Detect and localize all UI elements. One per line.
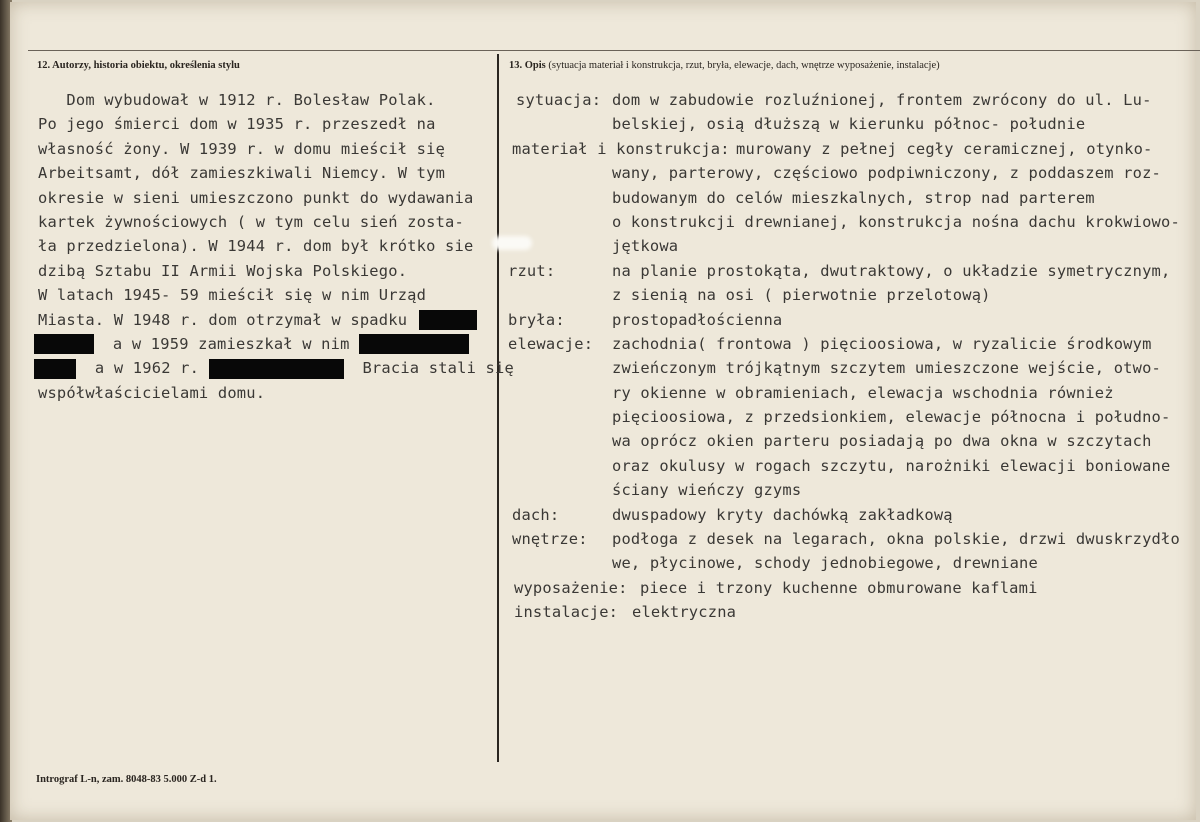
field-bryla	[508, 308, 1198, 332]
section-title: Opis	[524, 60, 546, 71]
field-label: rzut:	[508, 261, 556, 280]
field-material	[508, 137, 1198, 161]
field-label: wnętrze:	[512, 530, 588, 549]
top-rule	[28, 50, 1200, 51]
field-value: budowanym do celów mieszkalnych, strop nad parterem	[612, 188, 1095, 207]
description-text	[508, 88, 1198, 625]
field-label: elewacje:	[508, 334, 594, 353]
field-value: ściany wieńczy gzyms	[612, 481, 802, 500]
text-line	[508, 454, 1198, 478]
redaction-bar	[34, 334, 94, 354]
text-line	[508, 356, 1198, 380]
field-label: dach:	[512, 505, 560, 524]
redaction-bar	[209, 359, 344, 379]
field-value: jętkowa	[612, 237, 679, 256]
text-fragment: Miasta. W 1948 r. dom otrzymał w spadku	[38, 310, 408, 329]
section-13-header	[509, 60, 940, 71]
section-12-header	[37, 60, 240, 71]
field-dach	[508, 503, 1198, 527]
field-value: belskiej, osią dłuższą w kierunku północ- południe	[612, 115, 1086, 134]
text-line	[508, 210, 1198, 234]
text-line	[508, 234, 1198, 258]
section-subtitle: (sytuacja materiał i konstrukcja, rzut, bryła, elewacje, dach, wnętrze wyposażenie, instalacje)	[548, 60, 940, 71]
field-instalacje	[508, 600, 1198, 624]
field-value: piece i trzony kuchenne obmurowane kaflami	[640, 578, 1038, 597]
field-label: bryła:	[508, 310, 565, 329]
field-value: podłoga z desek na legarach, okna polskie, drzwi dwuskrzydło	[612, 530, 1180, 549]
text-line	[38, 308, 498, 332]
field-value: oraz okulusy w rogach szczytu, narożniki elewacji boniowane	[612, 456, 1171, 475]
redaction-bar	[419, 310, 477, 330]
field-value: z sienią na osi ( pierwotnie przelotową)	[612, 286, 991, 305]
text-line	[508, 283, 1198, 307]
field-wnetrze	[508, 527, 1198, 551]
field-sytuacja	[508, 88, 1198, 112]
text-line	[508, 478, 1198, 502]
text-line	[508, 112, 1198, 136]
text-line: ła przedzielona). W 1944 r. dom był krótko sie	[38, 237, 474, 256]
section-title: Autorzy, historia obiektu, określenia stylu	[52, 60, 240, 71]
field-value: prostopadłościenna	[612, 310, 783, 329]
text-line	[508, 429, 1198, 453]
field-label: instalacje:	[514, 603, 619, 622]
text-line	[508, 405, 1198, 429]
field-value: elektryczna	[632, 603, 737, 622]
text-line: okresie w sieni umieszczono punkt do wydawania	[38, 188, 474, 207]
field-value: zachodnia( frontowa ) pięcioosiowa, w ryzalicie środkowym	[612, 334, 1152, 353]
text-line	[508, 161, 1198, 185]
text-line: własność żony. W 1939 r. w domu mieścił się	[38, 139, 446, 158]
field-value: pięcioosiowa, z przedsionkiem, elewacje północna i połudno-	[612, 408, 1171, 427]
field-elewacje	[508, 332, 1198, 356]
field-value: ry okienne w obramieniach, elewacja wschodnia również	[612, 383, 1114, 402]
printer-imprint: Intrograf L-n, zam. 8048-83 5.000 Z-d 1.	[36, 774, 217, 785]
text-fragment: Bracia stali się	[353, 359, 514, 378]
field-value: wa oprócz okien parteru posiadają po dwa okna w szczytach	[612, 432, 1152, 451]
text-line	[38, 356, 514, 380]
redaction-bar	[34, 359, 76, 379]
text-line	[508, 186, 1198, 210]
history-text	[38, 88, 514, 405]
redaction-bar	[359, 334, 469, 354]
text-fragment: a w 1959 zamieszkał w nim	[103, 334, 350, 353]
field-label: materiał i konstrukcja:	[512, 139, 730, 158]
field-value: dwuspadowy kryty dachówką zakładkową	[612, 505, 953, 524]
field-value: wany, parterowy, częściowo podpiwniczony, z poddaszem roz-	[612, 164, 1162, 183]
field-value: o konstrukcji drewnianej, konstrukcja nośna dachu krokwiowo-	[612, 212, 1180, 231]
field-value: murowany z pełnej cegły ceramicznej, otynko-	[736, 139, 1153, 158]
text-fragment: a w 1962 r.	[85, 359, 200, 378]
section-number: 12.	[37, 60, 51, 71]
field-label: sytuacja:	[516, 91, 602, 109]
text-line: dzibą Sztabu II Armii Wojska Polskiego.	[38, 261, 408, 280]
field-label: wyposażenie:	[514, 578, 628, 597]
text-line: kartek żywnościowych ( w tym celu sień zosta-	[38, 212, 464, 231]
field-value: dom w zabudowie rozluźnionej, frontem zwrócony do ul. Lu-	[612, 91, 1152, 109]
text-line: Arbeitsamt, dół zamieszkiwali Niemcy. W tym	[38, 164, 446, 183]
field-rzut	[508, 259, 1198, 283]
text-line: W latach 1945- 59 mieścił się w nim Urząd	[38, 286, 427, 305]
text-line: współwłaścicielami domu.	[38, 383, 266, 402]
field-value: we, płycinowe, schody jednobiegowe, drewniane	[612, 554, 1038, 573]
text-line	[508, 551, 1198, 575]
text-line: Po jego śmierci dom w 1935 r. przeszedł na	[38, 115, 436, 134]
text-line: Dom wybudował w 1912 r. Bolesław Polak.	[38, 91, 436, 109]
field-value: na planie prostokąta, dwutraktowy, o układzie symetrycznym,	[612, 261, 1171, 280]
field-wyposazenie	[508, 576, 1198, 600]
text-line	[508, 381, 1198, 405]
field-value: zwieńczonym trójkątnym szczytem umieszczone wejście, otwo-	[612, 359, 1162, 378]
text-line	[38, 332, 498, 356]
section-number: 13.	[509, 60, 523, 71]
